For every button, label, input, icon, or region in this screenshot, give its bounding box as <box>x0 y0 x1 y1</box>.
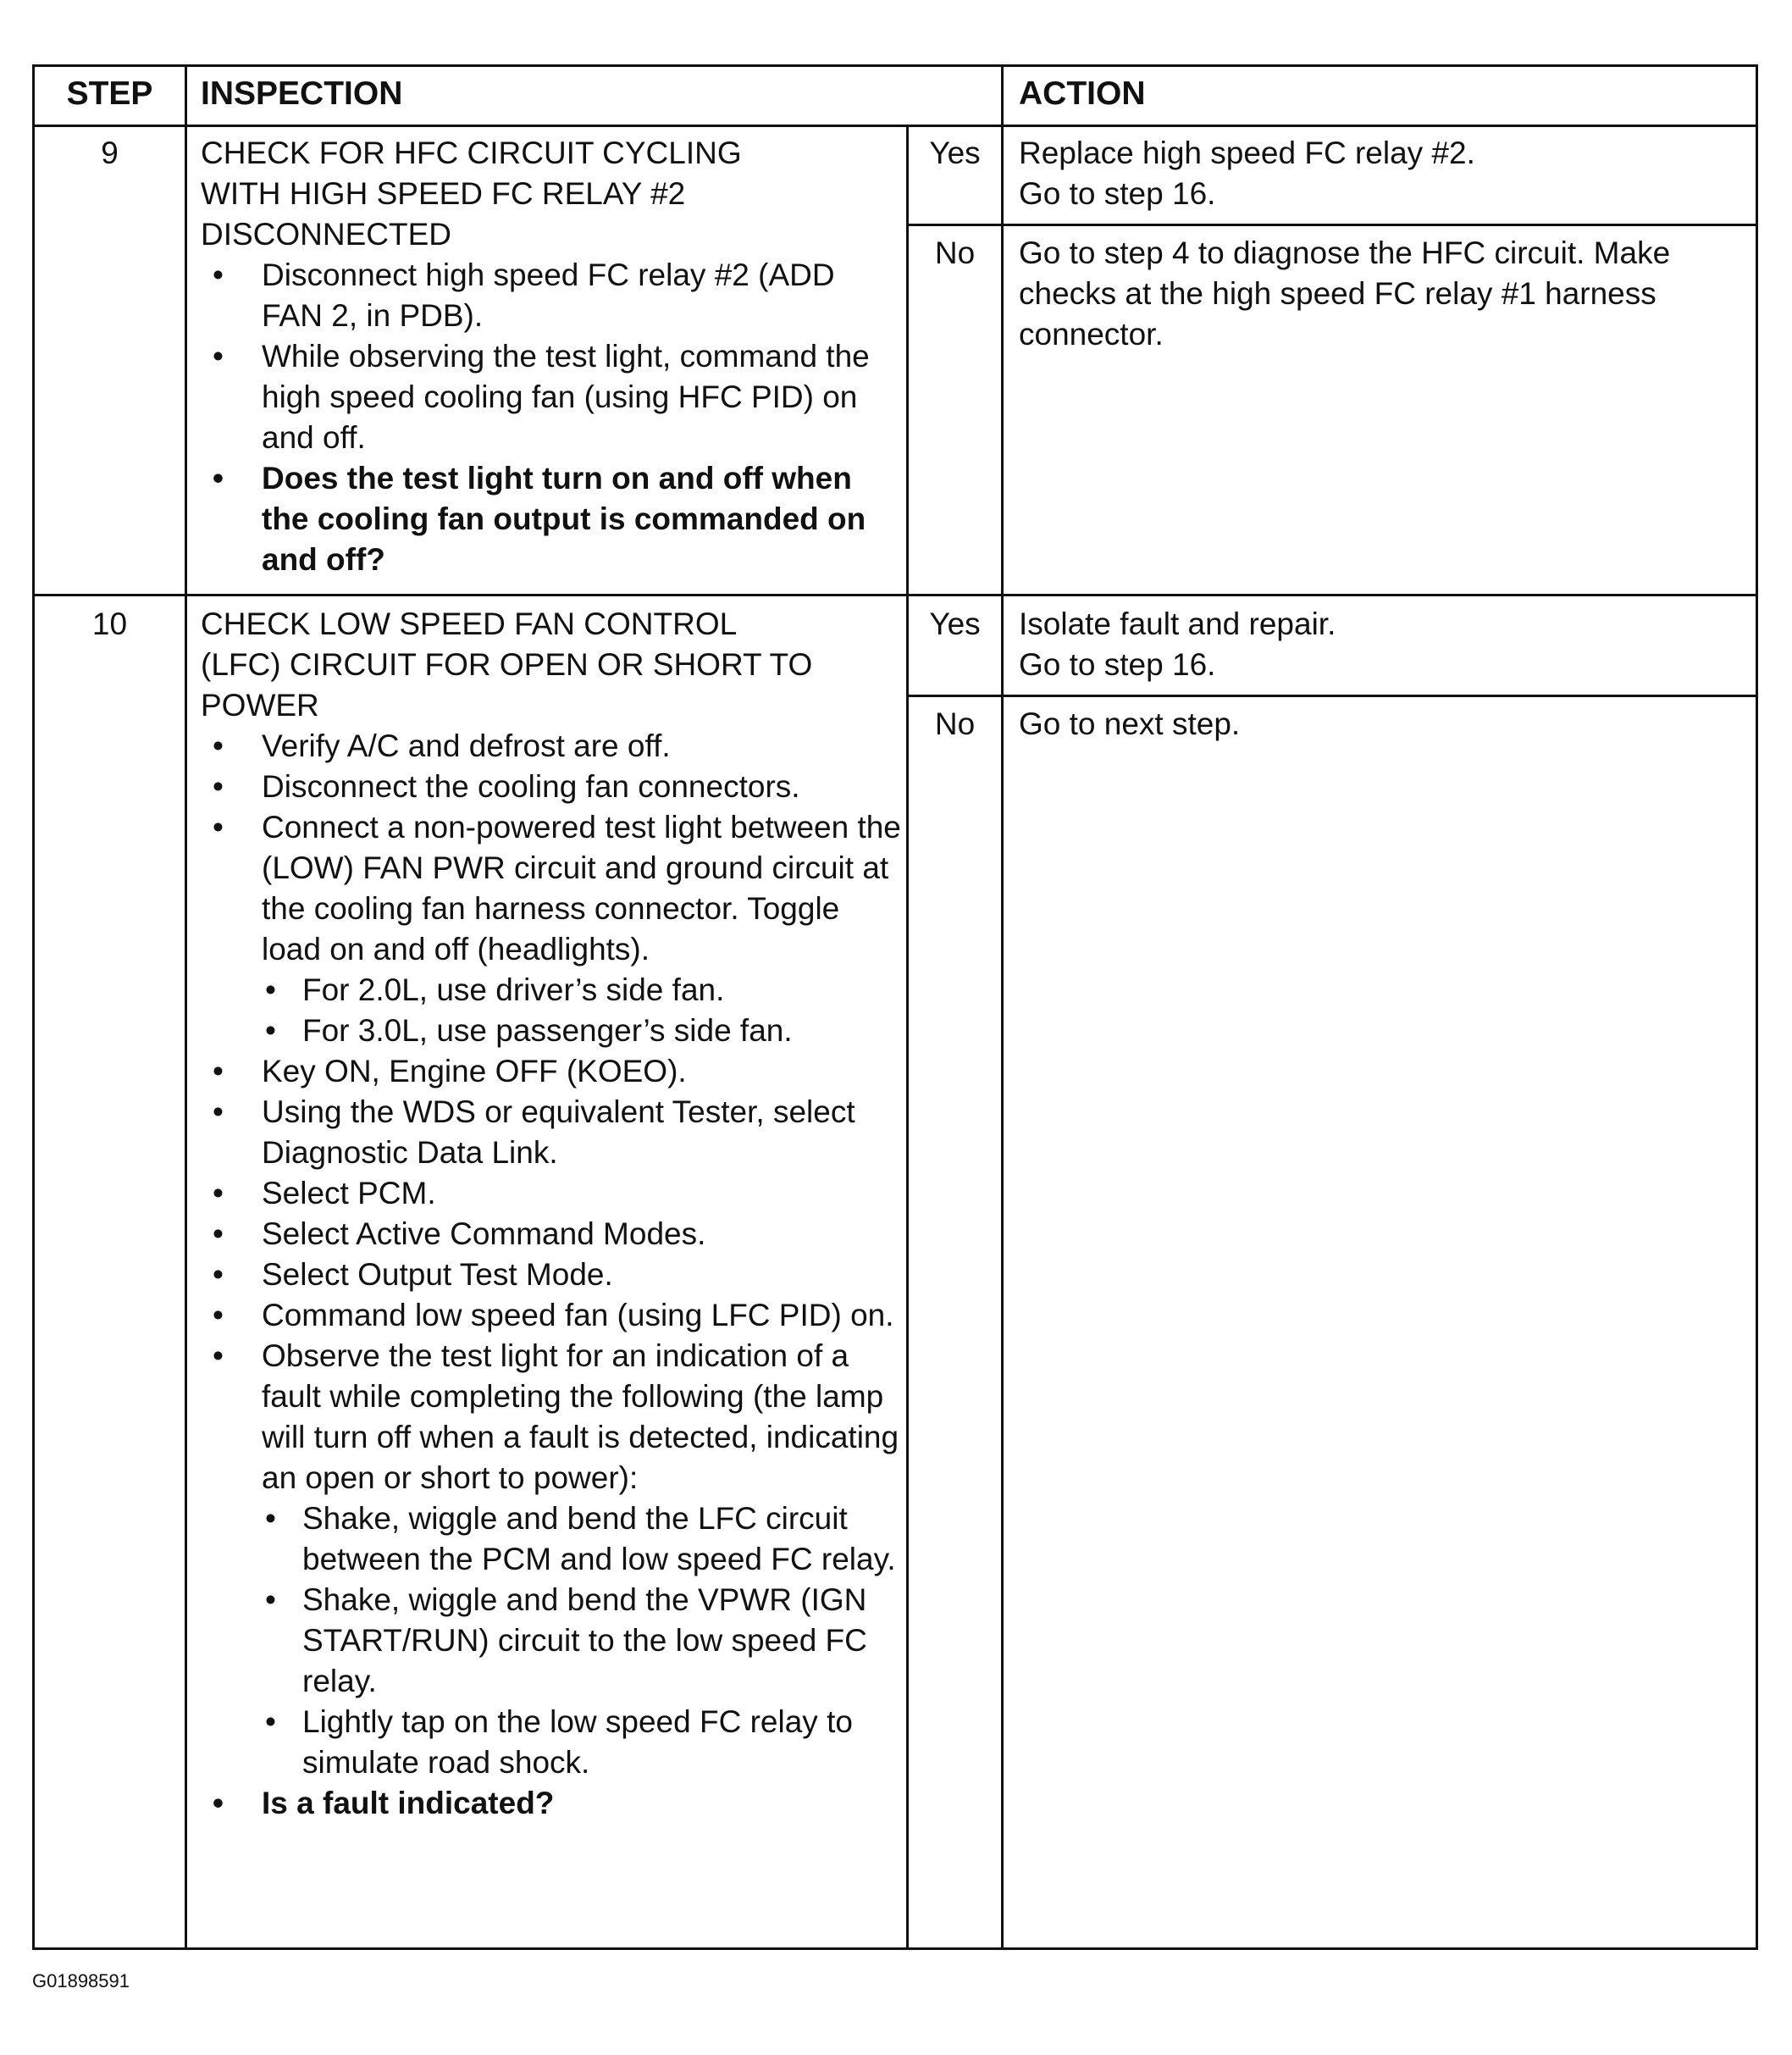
bullet-text: Observe the test light for an indication of a fault while completing the following (the lamp will turn off when a fault is detected, indicating an open or short to power): <box>262 1338 899 1495</box>
step-number: 9 <box>101 136 119 170</box>
bullet-text: Connect a non-powered test light between the (LOW) FAN PWR circuit and ground circuit at the cooling fan harness connector. Toggle load on and off (headlights). <box>262 810 901 967</box>
column-divider <box>906 125 909 1947</box>
inspection-title <box>201 133 895 255</box>
yes-label: Yes <box>929 136 981 170</box>
sub-bullet-item: • Shake, wiggle and bend the LFC circuit between the PCM and low speed FC relay. <box>262 1498 904 1580</box>
yes-label: Yes <box>929 607 981 641</box>
action-line: Replace high speed FC relay #2. <box>1019 136 1475 170</box>
no-action: Go to step 4 to diagnose the HFC circuit. Make checks at the high speed FC relay #1 harness connector. <box>1019 235 1671 352</box>
inspection-cell <box>201 604 904 1824</box>
yes-no-divider <box>906 224 1756 226</box>
bullet-item: • While observing the test light, command the high speed cooling fan (using HFC PID) on and off. <box>201 336 895 458</box>
bullet-item: • Key ON, Engine OFF (KOEO). <box>201 1051 904 1092</box>
header-action: ACTION <box>1019 75 1146 112</box>
title-line: WITH HIGH SPEED FC RELAY #2 <box>201 176 686 211</box>
yes-no-divider <box>906 695 1756 697</box>
inspection-question: • Does the test light turn on and off when the cooling fan output is commanded on and off? <box>201 458 895 580</box>
bullet-item: • Command low speed fan (using LFC PID) on. <box>201 1295 904 1336</box>
bullet-item <box>201 1336 904 1783</box>
column-divider <box>1001 67 1004 1947</box>
action-line: Go to step 16. <box>1019 647 1216 682</box>
bullet-item: • Disconnect the cooling fan connectors. <box>201 767 904 807</box>
sub-bullets <box>262 1498 904 1783</box>
inspection-cell <box>201 133 895 580</box>
sub-bullet-item: • For 3.0L, use passenger’s side fan. <box>262 1011 904 1051</box>
bullet-item: • Select Active Command Modes. <box>201 1214 904 1255</box>
diagnostic-table <box>32 64 1758 1950</box>
header-step: STEP <box>66 75 153 112</box>
sub-bullet-item: • Lightly tap on the low speed FC relay to simulate road shock. <box>262 1702 904 1783</box>
bullet-item: • Disconnect high speed FC relay #2 (ADD FAN 2, in PDB). <box>201 255 895 336</box>
column-divider <box>185 67 187 1947</box>
bullet-item <box>201 807 904 1051</box>
action-line: Go to step 16. <box>1019 176 1216 211</box>
title-line: DISCONNECTED <box>201 217 452 252</box>
title-line: POWER <box>201 688 319 723</box>
action-line: Isolate fault and repair. <box>1019 607 1336 641</box>
title-line: CHECK FOR HFC CIRCUIT CYCLING <box>201 136 742 170</box>
header-divider <box>35 125 1756 127</box>
no-action: Go to next step. <box>1019 706 1241 741</box>
bullet-item: • Using the WDS or equivalent Tester, select Diagnostic Data Link. <box>201 1092 904 1173</box>
bullet-item: • Select PCM. <box>201 1173 904 1214</box>
sub-bullets <box>262 970 904 1051</box>
bullet-item: • Select Output Test Mode. <box>201 1255 904 1295</box>
title-line: (LFC) CIRCUIT FOR OPEN OR SHORT TO <box>201 647 813 682</box>
inspection-bullets <box>201 255 895 580</box>
inspection-bullets <box>201 726 904 1824</box>
yes-action <box>1019 604 1747 685</box>
figure-code: G01898591 <box>32 1970 130 1991</box>
sub-bullet-item: • Shake, wiggle and bend the VPWR (IGN START/RUN) circuit to the low speed FC relay. <box>262 1580 904 1702</box>
yes-action <box>1019 133 1747 214</box>
inspection-title <box>201 604 904 726</box>
title-line: CHECK LOW SPEED FAN CONTROL <box>201 607 738 641</box>
sub-bullet-item: • For 2.0L, use driver’s side fan. <box>262 970 904 1011</box>
row-divider <box>35 594 1756 596</box>
header-inspection: INSPECTION <box>201 75 403 112</box>
step-number: 10 <box>91 607 128 641</box>
no-label: No <box>934 706 976 741</box>
inspection-question: • Is a fault indicated? <box>201 1783 904 1824</box>
bullet-item: • Verify A/C and defrost are off. <box>201 726 904 767</box>
no-label: No <box>934 235 976 270</box>
